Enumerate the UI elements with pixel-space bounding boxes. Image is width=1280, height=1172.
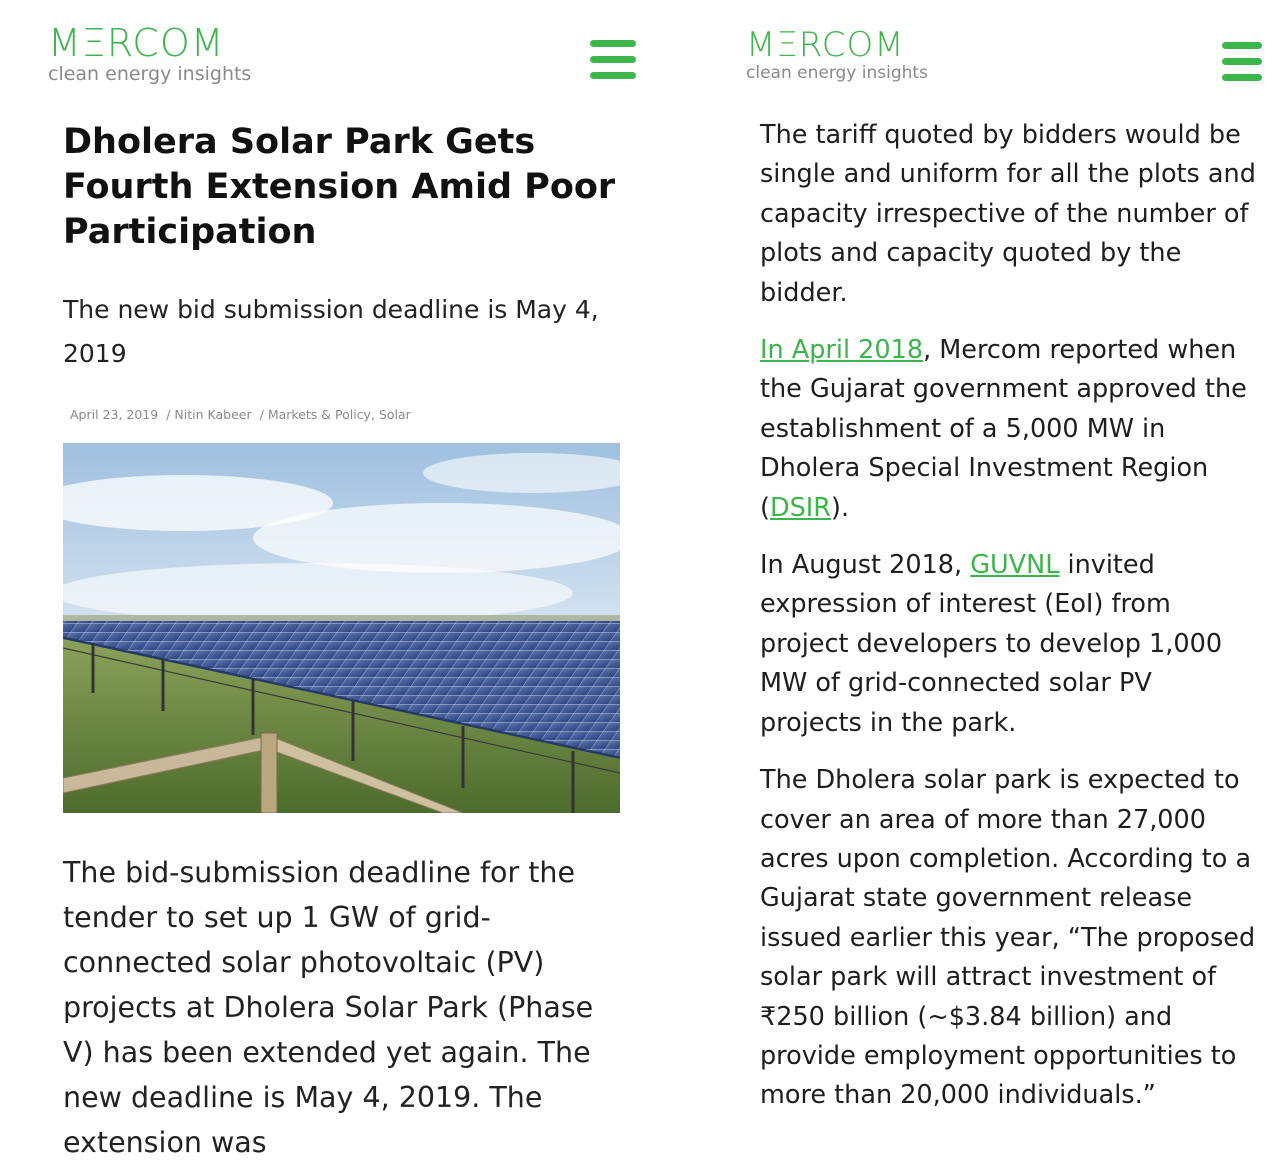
article-meta bbox=[70, 407, 411, 422]
article-title: Dholera Solar Park Gets Fourth Extension Amid Poor Participation bbox=[63, 122, 616, 252]
article-screenshot-right bbox=[690, 0, 1280, 1172]
paragraph-august-2018 bbox=[760, 546, 1260, 743]
paragraph-text: ). bbox=[831, 492, 850, 523]
article-body: The bid-submission deadline for the tender to set up 1 GW of grid-connected solar photovoltaic (PV) projects at Dholera Solar Park (Phase V) has been extended yet again. The new deadline is May 4, 2019. The extension was bbox=[63, 856, 594, 1159]
article-author[interactable]: Nitin Kabeer bbox=[174, 407, 252, 422]
article-body bbox=[760, 116, 1260, 1134]
hamburger-menu-icon[interactable] bbox=[1222, 42, 1262, 82]
logo-tagline: clean energy insights bbox=[48, 63, 252, 85]
mercom-logo[interactable] bbox=[746, 25, 928, 83]
logo-wordmark: MΞRCOM bbox=[48, 21, 225, 65]
article-date: April 23, 2019 bbox=[70, 407, 159, 422]
paragraph-park-area: The Dholera solar park is expected to cover an area of more than 27,000 acres upon completion. According to a Gujarat state government release issued earlier this year, “The proposed solar park will attract investment of ₹250 billion (~$3.84 billion) and provide employment opportunities to more than 20,000 individuals.” bbox=[760, 765, 1256, 1111]
logo-wordmark: MΞRCOM bbox=[746, 25, 905, 65]
solar-farm-photo bbox=[63, 443, 620, 813]
link-dsir[interactable]: DSIR bbox=[769, 492, 832, 523]
paragraph-text: In August 2018, bbox=[760, 550, 971, 581]
logo-tagline: clean energy insights bbox=[746, 63, 928, 83]
paragraph-april-2018 bbox=[760, 331, 1260, 528]
link-april-2018[interactable]: In April 2018 bbox=[760, 335, 924, 366]
link-guvnl[interactable]: GUVNL bbox=[970, 550, 1060, 581]
meta-separator: / bbox=[259, 407, 264, 422]
paragraph-text: , Mercom reported when the Gujarat government approved the establishment of a 5,000 MW in Dholera Special Investment Region ( bbox=[760, 335, 1247, 523]
meta-separator: / bbox=[166, 407, 171, 422]
mercom-logo[interactable] bbox=[48, 21, 252, 85]
article-subtitle: The new bid submission deadline is May 4, 2019 bbox=[63, 295, 599, 368]
hamburger-menu-icon[interactable] bbox=[590, 40, 636, 80]
paragraph-text: invited expression of interest (EoI) from project developers to develop 1,000 MW of grid-connected solar PV projects in the park. bbox=[760, 550, 1223, 738]
paragraph-tariff: The tariff quoted by bidders would be single and uniform for all the plots and capacity irrespective of the number of plots and capacity quoted by the bidder. bbox=[760, 120, 1256, 308]
article-categories[interactable]: Markets & Policy, Solar bbox=[267, 407, 411, 422]
